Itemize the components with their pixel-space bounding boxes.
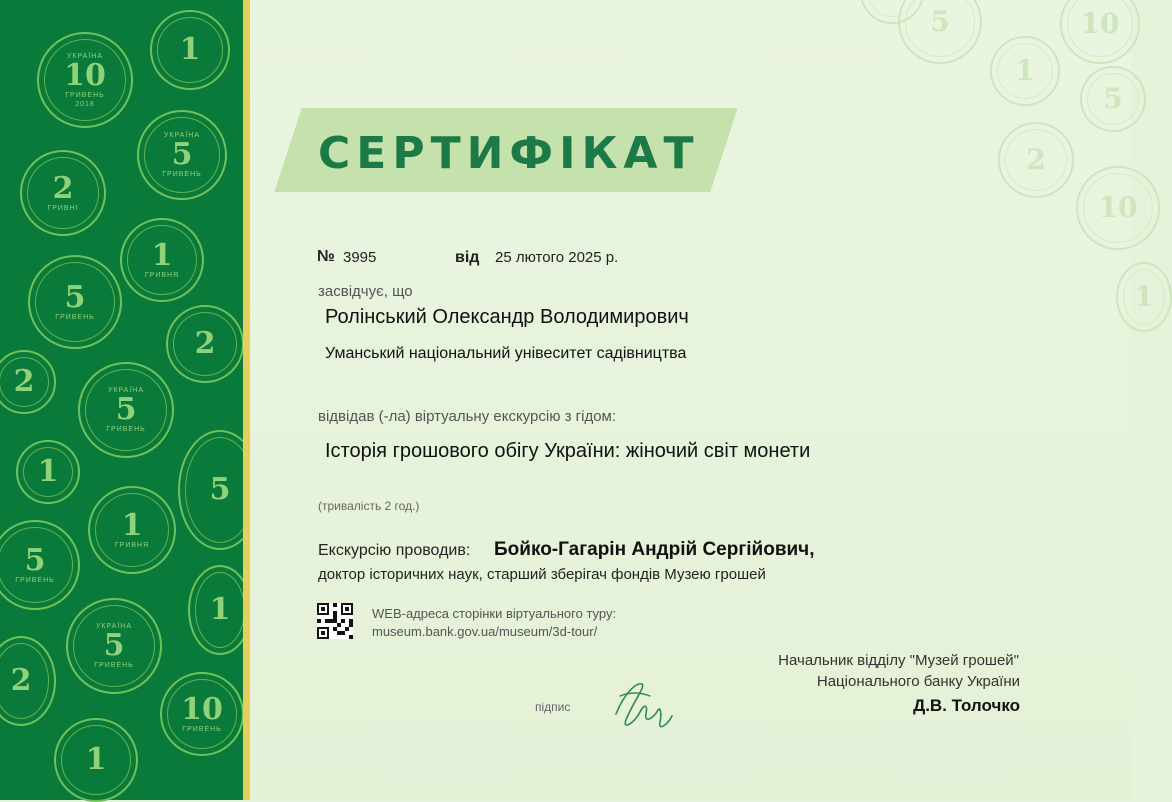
coin-10-icon [160,672,244,756]
coin-value: 10 [64,57,106,93]
coin-1-icon [88,486,176,574]
watermark-coin-10-icon [1060,0,1140,64]
coin-country-label: УКРАЇНА [163,132,201,139]
coin-value: 2 [13,364,35,399]
coin-unit-label: ГРИВЕНЬ [106,426,146,433]
signatory-name: Д.В. Толочко [913,696,1020,715]
coin-value: 5 [103,628,125,663]
watermark-coin-1-icon [990,36,1060,106]
coin-pattern-panel [0,0,243,800]
coin-value: 1 [121,507,143,543]
coin-value: 2 [52,170,74,206]
coin-unit-label: ГРИВЕНЬ [15,576,55,584]
coin-1-icon [120,218,204,302]
number-label: № [317,248,335,265]
coin-unit-label: ГРИВЕНЬ [162,171,202,178]
handwritten-signature [606,674,682,738]
coin-2-icon [166,305,244,383]
certificate-date: 25 лютого 2025 р. [495,249,619,266]
guide-label: Екскурсію проводив: [318,542,471,559]
coin-unit-label: ГРИВНЯ [144,271,180,279]
tour-duration: (тривалість 2 год.) [318,499,420,513]
coin-unit-label: ГРИВЕНЬ [94,662,134,669]
web-address-link[interactable]: museum.bank.gov.ua/museum/3d-tour/ [372,624,598,639]
watermark-coin-5-icon [1080,66,1146,132]
coin-2-icon [0,350,56,414]
coin-value: 5 [1103,82,1123,115]
signature-label: підпис [535,700,571,714]
coin-country-label: УКРАЇНА [66,52,104,60]
coin-5-icon [0,520,80,610]
guide-title: доктор історичних наук, старший зберігач фондів Музею грошей [318,566,766,583]
coin-year-label: 2018 [75,100,95,108]
coin-value: 2 [1026,143,1046,176]
coin-value: 2 [194,326,216,361]
coin-2-icon [20,150,106,236]
coin-2-icon [0,636,56,726]
coin-country-label: УКРАЇНА [107,387,145,394]
coin-unit-label: ГРИВЕНЬ [182,725,222,733]
guide-name: Бойко-Гагарін Андрій Сергійович, [494,539,815,560]
coin-value: 1 [37,454,59,489]
coin-value: 1 [85,742,107,777]
coin-country-label: УКРАЇНА [95,623,133,630]
coin-10-icon [37,32,133,128]
attended-label: відвідав (-ла) віртуальну екскурсію з гідом: [318,408,617,425]
coin-value: 10 [1080,7,1120,40]
coin-unit-label: ГРИВНЯ [114,541,150,549]
certificate-title: СЕРТИФІКАТ [318,128,700,179]
watermark-coin-10-icon [1076,166,1160,250]
recipient-organization: Уманський національний унівеситет садівництва [325,345,687,362]
coin-1-icon [54,718,138,802]
coin-value: 1 [209,592,231,627]
recipient-name: Ролінський Олександр Володимирович [325,306,689,328]
tour-title: Історія грошового обігу України: жіночий світ монети [325,440,811,462]
coin-unit-label: ГРИВЕНЬ [65,91,105,99]
coin-value: 5 [115,392,137,427]
certifies-label: засвідчує, що [318,283,413,300]
coin-value: 5 [930,5,950,38]
signatory-institution: Національного банку України [816,673,1020,690]
coin-5-icon [137,110,227,200]
coin-1-icon [16,440,80,504]
coin-value: 2 [10,663,32,698]
coin-value: 1 [151,237,173,273]
coin-5-icon [28,255,122,349]
coin-5-icon [78,362,174,458]
coin-unit-label: ГРИВНІ [47,204,79,212]
coin-value: 5 [64,279,86,315]
coin-5-icon [66,598,162,694]
coin-value: 5 [171,137,193,172]
coin-1-icon [150,10,230,90]
coin-value: 10 [1098,191,1138,224]
coin-value: 1 [1134,280,1154,313]
watermark-coin-1-icon [1116,262,1172,332]
watermark-coin-2-icon [998,122,1074,198]
gold-divider-stripe [243,0,250,800]
date-label: від [455,249,480,266]
coin-value: 5 [209,472,231,507]
web-address-label: WEB-адреса сторінки віртуального туру: [372,606,617,621]
coin-unit-label: ГРИВЕНЬ [55,313,95,321]
qr-code-icon [317,603,353,639]
coin-value: 5 [24,542,46,578]
coin-value: 10 [181,691,223,727]
coin-value: 1 [179,32,201,67]
certificate-number: 3995 [343,249,377,266]
signatory-position: Начальник відділу "Музей грошей" [778,652,1019,669]
coin-value: 1 [1015,54,1035,87]
